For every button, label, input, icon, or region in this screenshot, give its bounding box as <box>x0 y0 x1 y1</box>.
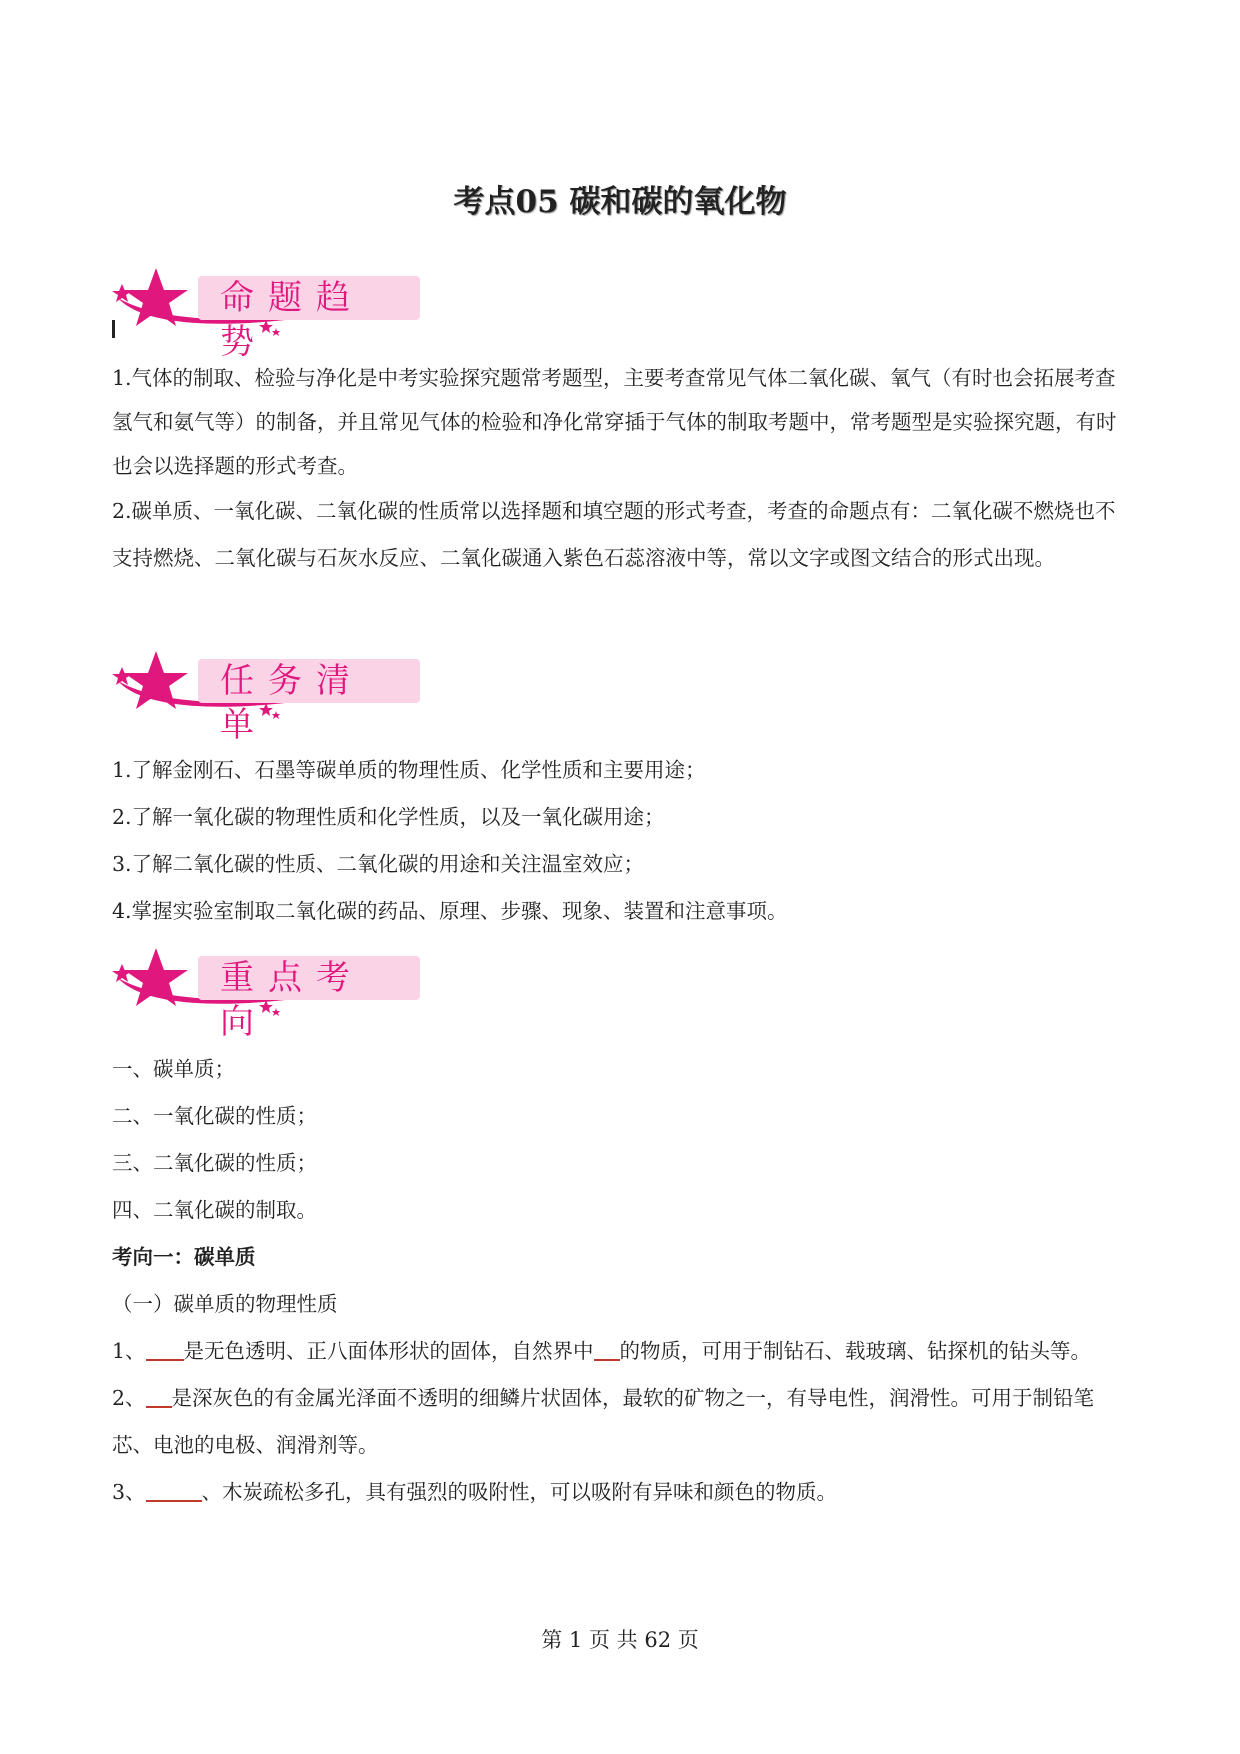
section-banner-trend <box>110 262 420 362</box>
trend-paragraph-2: 2.碳单质、一氧化碳、二氧化碳的性质常以选择题和填空题的形式考查，考查的命题点有：二氧化碳不燃烧也不支持燃烧、二氧化碳与石灰水反应、二氧化碳通入紫色石蕊溶液中等，常以文字或图文结合的形式出现。 <box>112 499 1116 570</box>
answer-blank <box>594 1339 620 1361</box>
trend-paragraphs <box>112 356 1130 582</box>
answer-blank <box>146 1480 202 1502</box>
section-banner-tasks <box>110 645 420 745</box>
page-footer: 第 1 页 共 62 页 <box>541 1628 699 1652</box>
focus-item: 四、二氧化碳的制取。 <box>112 1198 317 1222</box>
question-3 <box>112 1469 1130 1516</box>
question-text: 是无色透明、正八面体形状的固体，自然界中 <box>183 1339 594 1363</box>
question-text: 的物质，可用于制钻石、载玻璃、钻探机的钻头等。 <box>619 1339 1092 1363</box>
section-label-trend: 命题趋势 <box>198 276 420 320</box>
task-item: 3.了解二氧化碳的性质、二氧化碳的用途和关注温室效应； <box>112 852 645 876</box>
section-banner-focus <box>110 942 420 1042</box>
focus-item: 二、一氧化碳的性质； <box>112 1104 317 1128</box>
page-title: 考点05 碳和碳的氧化物 <box>453 184 787 220</box>
task-item: 1.了解金刚石、石墨等碳单质的物理性质、化学性质和主要用途； <box>112 758 706 782</box>
question-2 <box>112 1375 1130 1469</box>
focus-item: 三、二氧化碳的性质； <box>112 1151 317 1175</box>
question-number: 1、 <box>112 1339 146 1363</box>
question-text: 是深灰色的有金属光泽面不透明的细鳞片状固体，最软的矿物之一，有导电性，润滑性。可用于制铅笔芯、电池的电极、润滑剂等。 <box>112 1386 1095 1457</box>
task-item: 2.了解一氧化碳的物理性质和化学性质，以及一氧化碳用途； <box>112 805 665 829</box>
answer-blank <box>146 1386 172 1408</box>
focus-item: 一、碳单质； <box>112 1057 235 1081</box>
trend-paragraph-1: 1.气体的制取、检验与净化是中考实验探究题常考题型，主要考查常见气体二氧化碳、氧气（有时也会拓展考查氢气和氨气等）的制备，并且常见气体的检验和净化常穿插于气体的制取考题中，常考题型是实验探究题，有时也会以选择题的形式考查。 <box>112 366 1117 478</box>
task-item: 4.掌握实验室制取二氧化碳的药品、原理、步骤、现象、装置和注意事项。 <box>112 899 788 923</box>
section-label-focus: 重点考向 <box>198 956 420 1000</box>
question-number: 2、 <box>112 1386 146 1410</box>
section-label-tasks: 任务清单 <box>198 659 420 703</box>
question-number: 3、 <box>112 1480 146 1504</box>
focus-subsection: （一）碳单质的物理性质 <box>112 1292 338 1316</box>
answer-blank <box>146 1339 184 1361</box>
focus-content <box>112 1046 1130 1516</box>
task-list <box>112 747 1130 935</box>
text-cursor-mark <box>112 320 115 338</box>
question-1 <box>112 1328 1130 1375</box>
focus-subheading: 考向一：碳单质 <box>112 1245 256 1269</box>
question-text: 、木炭疏松多孔，具有强烈的吸附性，可以吸附有异味和颜色的物质。 <box>201 1480 838 1504</box>
